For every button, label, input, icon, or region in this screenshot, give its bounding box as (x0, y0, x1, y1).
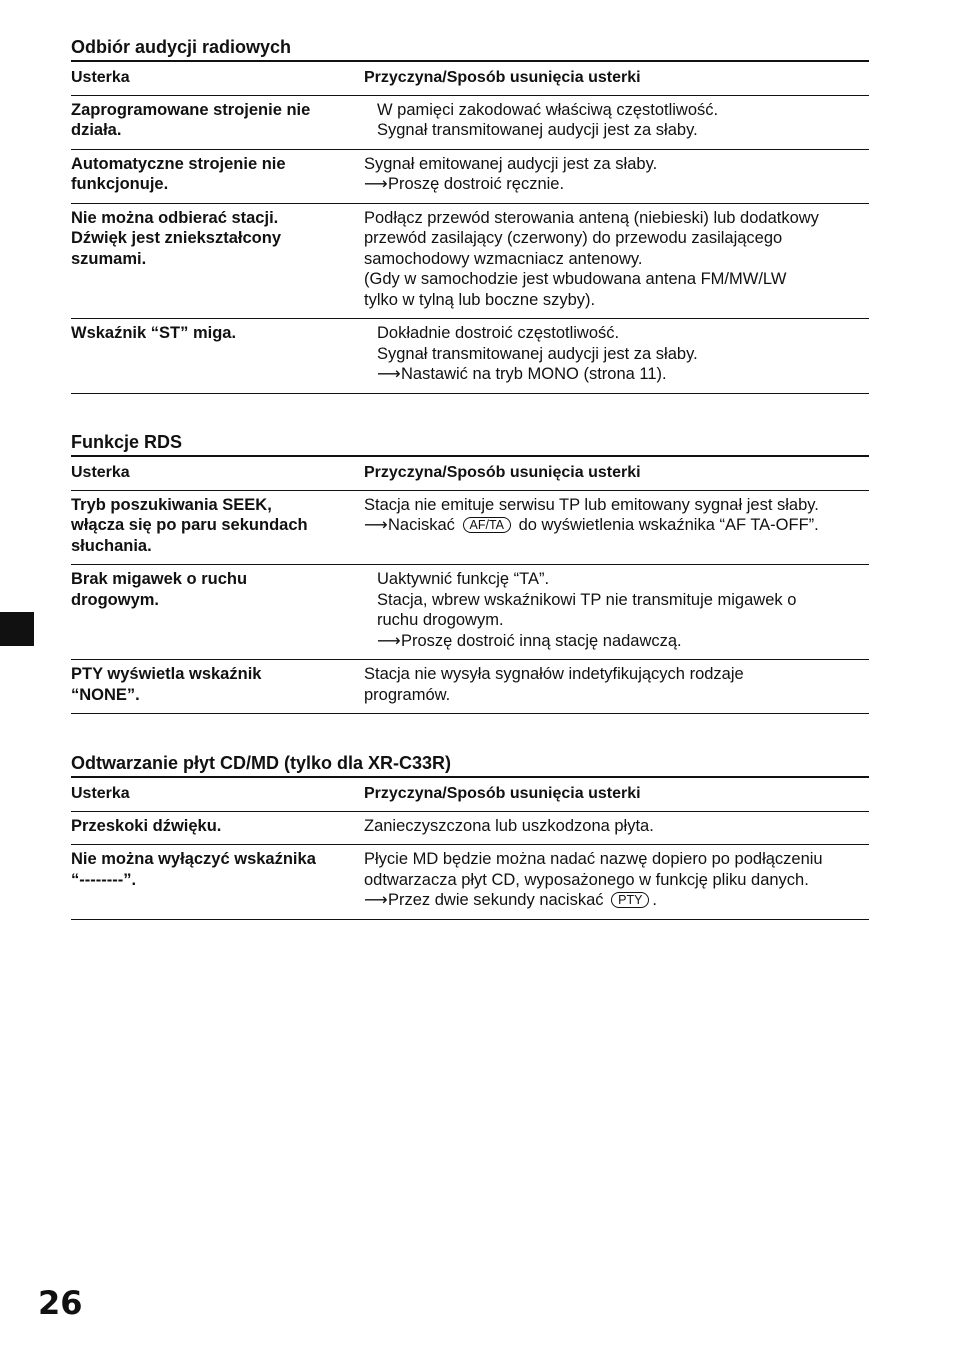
symptom-line: funkcjonuje. (71, 175, 169, 193)
cause-text: Proszę dostroić inną stację nadawczą. (401, 631, 682, 650)
symptom-cell (71, 565, 364, 660)
cause-line: przewód zasilający (czerwony) do przewodu zasilającego (364, 229, 783, 247)
symptom-line: Przeskoki dźwięku. (71, 816, 222, 835)
symptom-line: Zaprogramowane strojenie nie (71, 100, 311, 119)
section-title: Odbiór audycji radiowych (71, 37, 292, 57)
section-rds-functions (71, 429, 869, 714)
symptom-line: Automatyczne strojenie nie (71, 154, 286, 173)
arrow-right-icon: ⟶ (364, 891, 388, 909)
cause-text: . (652, 891, 658, 909)
column-header-symptom: Usterka (71, 464, 130, 481)
section-title: Odtwarzanie płyt CD/MD (tylko dla XR-C33R) (71, 753, 452, 773)
column-header-cause: Przyczyna/Sposób usunięcia usterki (364, 69, 641, 86)
cause-text: do wyświetlenia wskaźnika “AF TA-OFF”. (518, 516, 819, 534)
symptom-cell (71, 845, 364, 920)
pty-button-label: PTY (611, 892, 649, 908)
cause-line: Dokładnie dostroić częstotliwość. (377, 324, 620, 342)
symptom-cell (71, 319, 364, 394)
symptom-cell (71, 811, 364, 845)
table-row (71, 490, 869, 565)
column-header-symptom: Usterka (71, 69, 130, 86)
page-number: 26 (38, 1284, 83, 1322)
symptom-cell (71, 95, 364, 149)
cause-text: Nastawić na tryb MONO (strona 11). (401, 365, 667, 383)
cause-cell (364, 95, 869, 149)
cause-cell (364, 490, 869, 565)
table-row (71, 845, 869, 920)
cause-line: Sygnał transmitowanej audycji jest za słaby. (377, 121, 698, 139)
cause-line: samochodowy wzmacniacz antenowy. (364, 249, 643, 268)
column-header-symptom: Usterka (71, 785, 130, 802)
symptom-line: włącza się po paru sekundach (71, 516, 308, 534)
symptom-line: Nie można wyłączyć wskaźnika (71, 850, 316, 868)
symptom-line: Brak migawek o ruchu (71, 570, 248, 588)
cause-line: Stacja, wbrew wskaźnikowi TP nie transmituje migawek o (377, 590, 797, 609)
cause-cell (364, 565, 869, 660)
af-ta-button-label: AF/TA (463, 517, 512, 533)
symptom-line: słuchania. (71, 536, 152, 555)
symptom-line: działa. (71, 121, 122, 139)
symptom-line: drogowym. (71, 590, 160, 609)
symptom-cell (71, 149, 364, 203)
cause-cell (364, 149, 869, 203)
cause-line: (Gdy w samochodzie jest wbudowana antena FM/MW/LW (364, 270, 787, 288)
symptom-line: Tryb poszukiwania SEEK, (71, 495, 272, 514)
arrow-right-icon: ⟶ (377, 631, 401, 650)
table-header-row (71, 777, 869, 811)
symptom-cell (71, 660, 364, 714)
symptom-line: Nie można odbierać stacji. (71, 208, 279, 227)
symptom-line: Dźwięk jest zniekształcony (71, 229, 281, 247)
symptom-line: Wskaźnik “ST” miga. (71, 324, 237, 342)
section-title: Funkcje RDS (71, 432, 183, 452)
troubleshooting-table (71, 455, 869, 714)
cause-line: ruchu drogowym. (377, 611, 504, 629)
cause-line: Sygnał emitowanej audycji jest za słaby. (364, 154, 658, 173)
symptom-line: PTY wyświetla wskaźnik (71, 665, 262, 683)
table-row (71, 565, 869, 660)
cause-line: tylko w tylną lub boczne szyby). (364, 290, 596, 309)
table-row (71, 660, 869, 714)
cause-line (364, 631, 869, 652)
symptom-cell (71, 203, 364, 319)
arrow-right-icon: ⟶ (377, 365, 401, 383)
column-header-cause: Przyczyna/Sposób usunięcia usterki (364, 785, 641, 802)
troubleshooting-table (71, 60, 869, 394)
cause-cell (364, 319, 869, 394)
cause-line: W pamięci zakodować właściwą częstotliwość. (377, 100, 719, 119)
cause-line: programów. (364, 685, 451, 704)
table-header-row (71, 61, 869, 95)
page-edge-tab (0, 612, 34, 646)
cause-cell (364, 845, 869, 920)
cause-line (364, 174, 869, 195)
table-row (71, 811, 869, 845)
section-radio-reception (71, 34, 869, 394)
table-row (71, 149, 869, 203)
symptom-cell (71, 490, 364, 565)
cause-text: Naciskać (388, 516, 455, 534)
cause-line: Płycie MD będzie można nadać nazwę dopiero po podłączeniu (364, 850, 823, 868)
cause-cell (364, 660, 869, 714)
cause-line: Stacja nie wysyła sygnałów indetyfikujących rodzaje (364, 665, 744, 683)
cause-line: Sygnał transmitowanej audycji jest za słaby. (377, 344, 698, 363)
cause-line: Podłącz przewód sterowania anteną (niebieski) lub dodatkowy (364, 208, 819, 227)
arrow-right-icon: ⟶ (364, 175, 388, 193)
arrow-right-icon: ⟶ (364, 516, 388, 534)
cause-text: Przez dwie sekundy naciskać (388, 891, 604, 909)
cause-line: odtwarzacza płyt CD, wyposażonego w funkcję pliku danych. (364, 870, 809, 889)
table-row (71, 319, 869, 394)
table-header-row (71, 456, 869, 490)
symptom-line: “NONE”. (71, 685, 140, 704)
cause-line (364, 515, 869, 536)
cause-line: Stacja nie emituje serwisu TP lub emitowany sygnał jest słaby. (364, 495, 819, 514)
troubleshooting-table (71, 776, 869, 920)
table-row (71, 203, 869, 319)
column-header-cause: Przyczyna/Sposób usunięcia usterki (364, 464, 641, 481)
cause-text: Proszę dostroić ręcznie. (388, 175, 565, 193)
cause-line: Zanieczyszczona lub uszkodzona płyta. (364, 816, 654, 835)
cause-line (364, 364, 869, 385)
cause-cell (364, 203, 869, 319)
cause-cell (364, 811, 869, 845)
cause-line: Uaktywnić funkcję “TA”. (377, 570, 550, 588)
section-cd-md-playback (71, 750, 869, 920)
symptom-line: szumami. (71, 249, 147, 268)
cause-line (364, 890, 869, 911)
table-row (71, 95, 869, 149)
symptom-line: “--------”. (71, 870, 137, 889)
